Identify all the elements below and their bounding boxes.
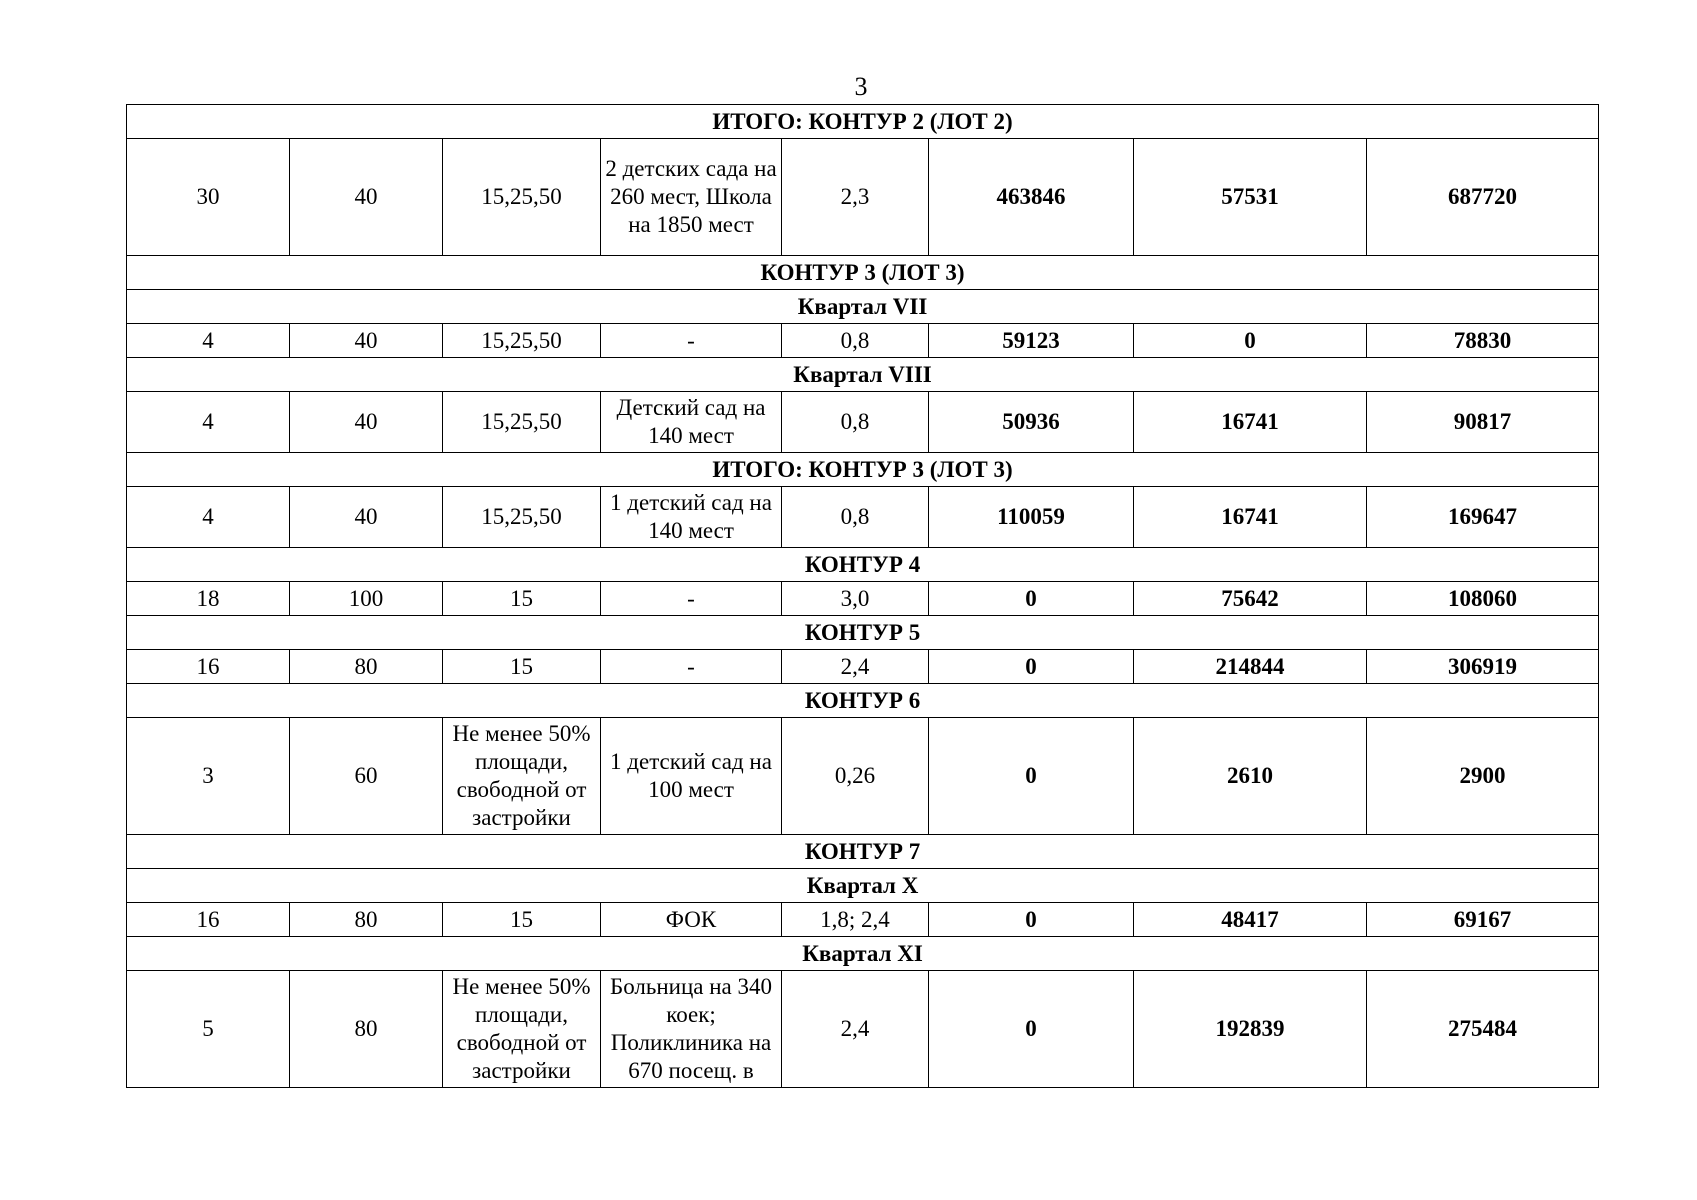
table-cell-col-3: 15,25,50 — [443, 139, 601, 256]
table-cell-col-8: 687720 — [1367, 139, 1599, 256]
table-cell-col-4: ФОК — [601, 903, 782, 937]
table-cell-col-8: 169647 — [1367, 487, 1599, 548]
section-header-row — [127, 835, 1599, 869]
table-cell-col-3: Не менее 50% площади, свободной от застройки — [443, 718, 601, 835]
table-cell-col-2: 100 — [290, 582, 443, 616]
table-cell-col-6: 59123 — [929, 324, 1134, 358]
table-row — [127, 324, 1599, 358]
table-cell-col-6: 0 — [929, 582, 1134, 616]
table-cell-col-2: 80 — [290, 971, 443, 1088]
section-header-row — [127, 290, 1599, 324]
table-cell-col-6: 0 — [929, 650, 1134, 684]
table-cell-col-1: 4 — [127, 487, 290, 548]
section-header: КОНТУР 4 — [127, 548, 1599, 582]
table-cell-col-7: 2610 — [1134, 718, 1367, 835]
section-header-row — [127, 453, 1599, 487]
table-body — [127, 105, 1599, 1088]
table-cell-col-1: 4 — [127, 392, 290, 453]
table-cell-col-1: 30 — [127, 139, 290, 256]
table-cell-col-7: 214844 — [1134, 650, 1367, 684]
table-cell-col-4: - — [601, 324, 782, 358]
table-cell-col-7: 16741 — [1134, 487, 1367, 548]
table-cell-col-3: 15,25,50 — [443, 324, 601, 358]
table-cell-col-7: 16741 — [1134, 392, 1367, 453]
table-cell-col-2: 40 — [290, 139, 443, 256]
table-cell-col-4: Больница на 340 коек; Поликлиника на 670 посещ. в — [601, 971, 782, 1088]
table-row — [127, 903, 1599, 937]
table-cell-col-6: 0 — [929, 718, 1134, 835]
table-cell-col-8: 306919 — [1367, 650, 1599, 684]
section-header-row — [127, 937, 1599, 971]
table-cell-col-6: 0 — [929, 903, 1134, 937]
table-cell-col-2: 80 — [290, 650, 443, 684]
table-cell-col-3: 15 — [443, 582, 601, 616]
table-cell-col-6: 50936 — [929, 392, 1134, 453]
table-cell-col-5: 1,8; 2,4 — [782, 903, 929, 937]
table-cell-col-4: - — [601, 582, 782, 616]
table-cell-col-8: 275484 — [1367, 971, 1599, 1088]
table-cell-col-5: 0,8 — [782, 487, 929, 548]
table-cell-col-5: 3,0 — [782, 582, 929, 616]
section-header: КОНТУР 6 — [127, 684, 1599, 718]
table-cell-col-5: 0,8 — [782, 392, 929, 453]
table-row — [127, 971, 1599, 1088]
section-header: Квартал VIII — [127, 358, 1599, 392]
table-cell-col-3: Не менее 50% площади, свободной от застройки — [443, 971, 601, 1088]
section-header: Квартал XI — [127, 937, 1599, 971]
table-cell-col-3: 15,25,50 — [443, 392, 601, 453]
table-cell-col-3: 15,25,50 — [443, 487, 601, 548]
table-cell-col-2: 80 — [290, 903, 443, 937]
table-cell-col-1: 5 — [127, 971, 290, 1088]
section-header: Квартал X — [127, 869, 1599, 903]
section-header-row — [127, 869, 1599, 903]
table-row — [127, 650, 1599, 684]
table-cell-col-8: 78830 — [1367, 324, 1599, 358]
table-cell-col-5: 2,3 — [782, 139, 929, 256]
table-cell-col-6: 110059 — [929, 487, 1134, 548]
table-cell-col-7: 0 — [1134, 324, 1367, 358]
table-cell-col-5: 0,8 — [782, 324, 929, 358]
section-header: КОНТУР 3 (ЛОТ 3) — [127, 256, 1599, 290]
table-cell-col-4: 1 детский сад на 100 мест — [601, 718, 782, 835]
table-cell-col-6: 463846 — [929, 139, 1134, 256]
table-cell-col-7: 48417 — [1134, 903, 1367, 937]
table-row — [127, 718, 1599, 835]
table-cell-col-2: 40 — [290, 324, 443, 358]
table-cell-col-7: 57531 — [1134, 139, 1367, 256]
section-header: ИТОГО: КОНТУР 3 (ЛОТ 3) — [127, 453, 1599, 487]
section-header-row — [127, 105, 1599, 139]
section-header-row — [127, 256, 1599, 290]
data-table — [126, 104, 1599, 1088]
table-cell-col-4: 1 детский сад на 140 мест — [601, 487, 782, 548]
table-cell-col-7: 75642 — [1134, 582, 1367, 616]
table-cell-col-4: 2 детских сада на 260 мест, Школа на 1850 мест — [601, 139, 782, 256]
table-cell-col-1: 18 — [127, 582, 290, 616]
section-header: ИТОГО: КОНТУР 2 (ЛОТ 2) — [127, 105, 1599, 139]
section-header: КОНТУР 7 — [127, 835, 1599, 869]
table-cell-col-4: Детский сад на 140 мест — [601, 392, 782, 453]
table-cell-col-8: 2900 — [1367, 718, 1599, 835]
table-cell-col-1: 16 — [127, 903, 290, 937]
table-cell-col-3: 15 — [443, 903, 601, 937]
table-row — [127, 139, 1599, 256]
table-cell-col-1: 3 — [127, 718, 290, 835]
section-header-row — [127, 684, 1599, 718]
table-cell-col-8: 108060 — [1367, 582, 1599, 616]
section-header-row — [127, 358, 1599, 392]
section-header: Квартал VII — [127, 290, 1599, 324]
table-row — [127, 487, 1599, 548]
table-cell-col-5: 0,26 — [782, 718, 929, 835]
table-cell-col-5: 2,4 — [782, 650, 929, 684]
table-row — [127, 392, 1599, 453]
section-header-row — [127, 616, 1599, 650]
table-cell-col-2: 40 — [290, 487, 443, 548]
section-header: КОНТУР 5 — [127, 616, 1599, 650]
page-number: 3 — [854, 72, 868, 101]
section-header-row — [127, 548, 1599, 582]
table-cell-col-6: 0 — [929, 971, 1134, 1088]
table-cell-col-8: 90817 — [1367, 392, 1599, 453]
table-cell-col-7: 192839 — [1134, 971, 1367, 1088]
table-cell-col-3: 15 — [443, 650, 601, 684]
table-cell-col-1: 16 — [127, 650, 290, 684]
table-cell-col-1: 4 — [127, 324, 290, 358]
table-cell-col-5: 2,4 — [782, 971, 929, 1088]
table-cell-col-4: - — [601, 650, 782, 684]
table-cell-col-2: 60 — [290, 718, 443, 835]
table-cell-col-8: 69167 — [1367, 903, 1599, 937]
table-cell-col-2: 40 — [290, 392, 443, 453]
table-row — [127, 582, 1599, 616]
